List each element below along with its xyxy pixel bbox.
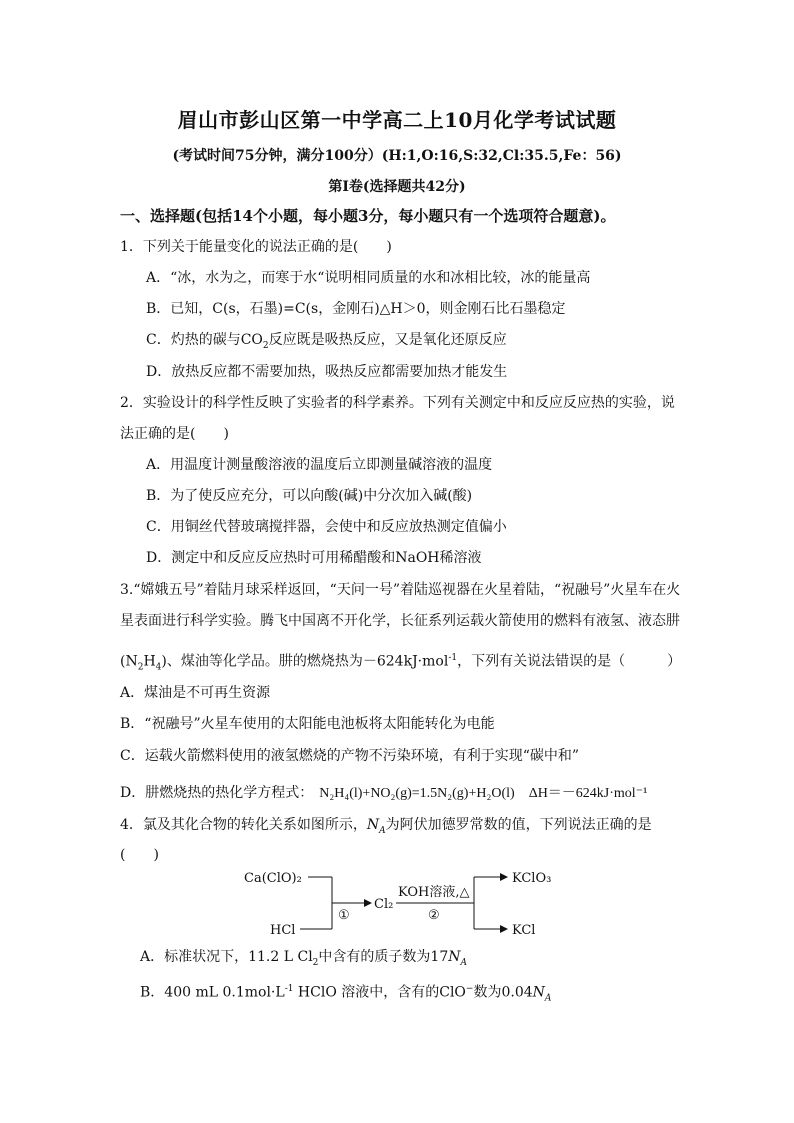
q3-formula-sub1: 2 <box>137 662 144 673</box>
q4-option-b-sup: -1 <box>284 984 294 994</box>
q4-na-sub: A <box>544 993 552 1004</box>
q3-option-a: A．煤油是不可再生资源 <box>120 685 271 701</box>
q4-na-sub: A <box>460 957 467 968</box>
q4-option-b <box>140 979 551 1008</box>
q3-stem-line3 <box>120 648 681 677</box>
q3-formula-h: H <box>143 653 156 670</box>
arrow-head <box>500 873 508 881</box>
chlorine-conversion-diagram <box>240 862 560 942</box>
q2-option-a: A．用温度计测量酸溶液的温度后立即测量碱溶液的温度 <box>146 457 493 473</box>
q4-option-a-text2: 中含有的质子数为17 <box>318 949 449 965</box>
q4-na-symbol: N <box>448 949 461 965</box>
step-one-label: ① <box>338 908 350 923</box>
q4-stem-text: 4．氯及其化合物的转化关系如图所示， <box>120 817 367 833</box>
q1-option-c <box>146 330 507 356</box>
q3-formula-sub2: 4 <box>155 662 162 673</box>
exam-subtitle: (考试时间75分钟，满分100分）(H:1,O:16,S:32,Cl:35.5,Fe：56) <box>172 148 622 164</box>
q3-stem-line1: 3.“嫦娥五号”着陆月球采样返回，“天问一号”着陆巡视器在火星着陆，“祝融号”火星车在火 <box>120 582 681 598</box>
q1-option-a: A．“冰，水为之，而寒于水“说明相同质量的水和冰相比较，冰的能量高 <box>146 270 591 286</box>
q4-na-sub: A <box>379 825 386 836</box>
q3-option-c: C．运载火箭燃料使用的液氢燃烧的产物不污染环境，有利于实现“碳中和” <box>120 748 580 764</box>
reactant-ca-clo2: Ca(ClO)₂ <box>244 871 302 886</box>
q3-option-d-equation: N₂H₄(l)+NO₂(g)=1.5N₂(g)+H₂O(l) <box>319 786 515 801</box>
volume-heading: 第Ⅰ卷(选择题共42分) <box>328 179 466 195</box>
q1-stem: 1．下列关于能量变化的说法正确的是( ) <box>120 239 392 255</box>
q3-option-b: B．“祝融号”火星车使用的太阳能电池板将太阳能转化为电能 <box>120 716 495 732</box>
q1-option-c-sub: 2 <box>262 340 269 351</box>
q4-stem-line2: ( ) <box>120 847 159 863</box>
q4-option-b-text3: 数为0.04 <box>473 984 533 1001</box>
reactant-hcl: HCl <box>270 923 296 938</box>
q2-stem-line2: 法正确的是( ) <box>120 426 229 442</box>
product-cl2: Cl₂ <box>374 897 394 912</box>
q4-stem-line1 <box>120 815 652 841</box>
q3-option-d <box>120 783 647 804</box>
q2-option-b: B．为了使反应充分，可以向酸(碱)中分次加入碱(酸) <box>146 488 473 504</box>
q1-option-c-text2: 反应既是吸热反应，又是氧化还原反应 <box>268 332 507 348</box>
section-heading: 一、选择题(包括14个小题，每小题3分，每小题只有一个选项符合题意)。 <box>120 207 616 225</box>
step-two-label: ② <box>428 908 440 923</box>
reaction-condition: KOH溶液,△ <box>398 885 470 900</box>
q4-option-b-sup2: − <box>465 984 474 994</box>
q4-stem-text2: 为阿伏加德罗常数的值，下列说法正确的是 <box>385 817 652 833</box>
q1-option-c-text: C．灼热的碳与CO <box>146 332 263 348</box>
q3-option-d-enthalpy: ΔH＝－624kJ·mol⁻¹ <box>528 786 648 801</box>
q2-stem-line1: 2．实验设计的科学性反映了实验者的科学素养。下列有关测定中和反应反应热的实验，说 <box>120 395 675 411</box>
q3-stem-sup: -1 <box>448 653 458 663</box>
q3-formula-open: (N <box>120 653 138 670</box>
q3-stem-line2: 星表面进行科学实验。腾飞中国离不开化学，长征系列运载火箭使用的燃料有液氢、液态肼 <box>120 613 680 629</box>
q1-option-b: B．已知，C(s，石墨)=C(s，金刚石)△H＞0，则金刚石比石墨稳定 <box>146 301 566 317</box>
q4-option-a <box>140 947 467 973</box>
q4-na-symbol: N <box>532 984 545 1001</box>
q2-option-d: D．测定中和反应反应热时可用稀醋酸和NaOH稀溶液 <box>146 550 482 566</box>
q2-option-c: C．用铜丝代替玻璃搅拌器，会使中和反应放热测定值偏小 <box>146 519 507 535</box>
q1-option-d: D．放热反应都不需要加热，吸热反应都需要加热才能发生 <box>146 364 508 380</box>
page-title: 眉山市彭山区第一中学高二上10月化学考试试题 <box>177 108 617 132</box>
q3-stem-tail: ，下列有关说法错误的是（ ） <box>457 653 682 670</box>
q4-option-b-text2: HClO 溶液中，含有的ClO <box>293 984 466 1001</box>
arrow-head <box>364 899 372 907</box>
q4-option-b-text: B．400 mL 0.1mol·L <box>140 984 285 1001</box>
q3-stem-text: )、煤油等化学品。肼的燃烧热为－624kJ·mol <box>161 653 449 670</box>
q4-na-symbol: N <box>366 817 380 833</box>
product-kclo3: KClO₃ <box>512 871 552 886</box>
arrow-head <box>500 925 508 933</box>
q4-option-a-text: A．标准状况下，11.2 L Cl <box>140 949 313 965</box>
q4-option-a-sub: 2 <box>312 957 319 968</box>
product-kcl: KCl <box>512 923 536 938</box>
q3-option-d-text: D．肼燃烧热的热化学方程式： <box>120 785 314 801</box>
